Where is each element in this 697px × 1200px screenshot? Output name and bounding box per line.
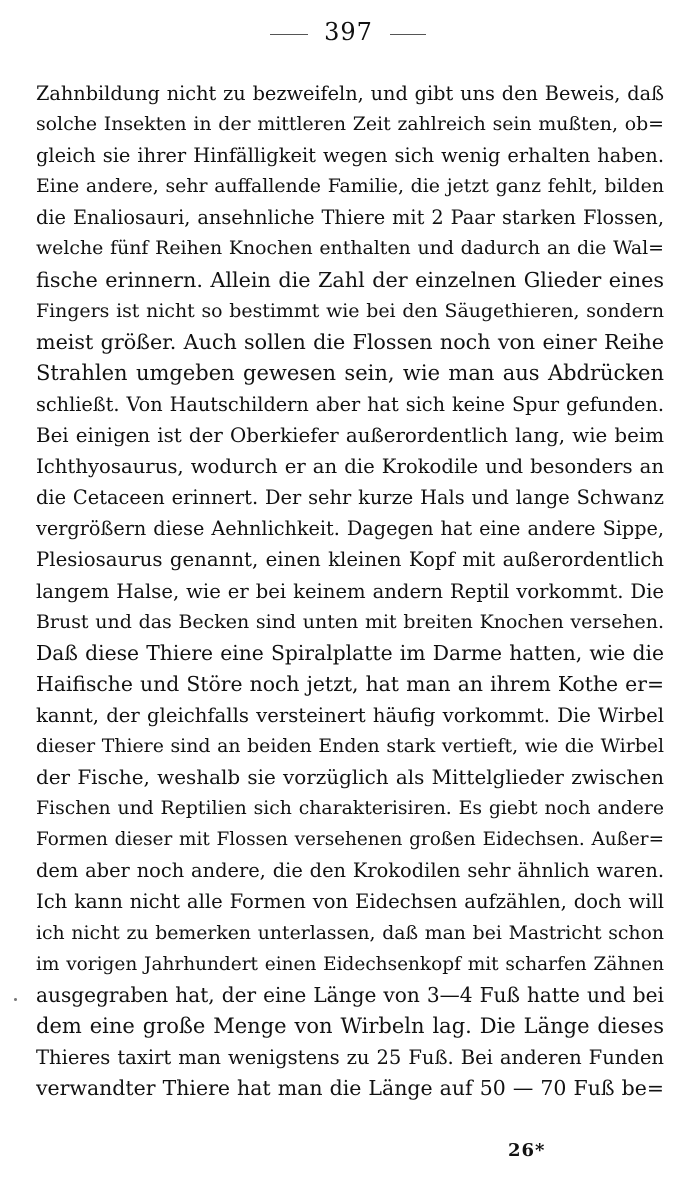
text-line: Ichthyosaurus, wodurch er an die Krokodile und besonders an (36, 455, 664, 479)
text-line: Zahnbildung nicht zu bezweifeln, und gibt uns den Beweis, daß (36, 82, 664, 105)
text-line: Ich kann nicht alle Formen von Eidechsen aufzählen, doch will (36, 890, 664, 914)
text-line: die Cetaceen erinnert. Der sehr kurze Hals und lange Schwanz (36, 486, 664, 510)
text-line: dem aber noch andere, die den Krokodilen sehr ähnlich waren. (36, 859, 664, 883)
text-line: Brust und das Becken sind unten mit breiten Knochen versehen. (36, 610, 664, 633)
text-line: Formen dieser mit Flossen versehenen großen Eidechsen. Außer= (36, 829, 664, 851)
text-line: schließt. Von Hautschildern aber hat sich keine Spur gefunden. (36, 392, 664, 416)
text-line: Bei einigen ist der Oberkiefer außerordentlich lang, wie beim (36, 424, 664, 448)
text-line: vergrößern diese Aehnlichkeit. Dagegen hat eine andere Sippe, (36, 517, 664, 541)
text-line: meist größer. Auch sollen die Flossen noch von einer Reihe (36, 329, 664, 354)
text-line: Plesiosaurus genannt, einen kleinen Kopf mit außerordentlich (36, 548, 664, 572)
text-line: Daß diese Thiere eine Spiralplatte im Darme hatten, wie die (36, 640, 664, 665)
body-text (36, 78, 664, 1104)
header-rule-right (390, 34, 426, 35)
text-line: Eine andere, sehr auffallende Familie, die jetzt ganz fehlt, bilden (36, 175, 664, 198)
text-line: Fingers ist nicht so bestimmt wie bei den Säugethieren, sondern (36, 299, 664, 322)
text-line: dieser Thiere sind an beiden Enden stark vertieft, wie die Wirbel (36, 734, 664, 757)
signature-mark: 26* (508, 1140, 546, 1161)
text-line: Strahlen umgeben gewesen sein, wie man aus Abdrücken (36, 360, 664, 385)
text-line: ausgegraben hat, der eine Länge von 3—4 Fuß hatte und bei (36, 982, 664, 1007)
text-line: ich nicht zu bemerken unterlassen, daß man bei Mastricht schon (36, 922, 664, 944)
text-line: Fischen und Reptilien sich charakterisiren. Es giebt noch andere (36, 798, 664, 820)
text-line: solche Insekten in der mittleren Zeit zahlreich sein mußten, ob= (36, 113, 664, 136)
text-line: langem Halse, wie er bei keinem andern Reptil vorkommt. Die (36, 579, 664, 603)
text-line: gleich sie ihrer Hinfälligkeit wegen sich wenig erhalten haben. (36, 144, 664, 168)
text-line: Thieres taxirt man wenigstens zu 25 Fuß. Bei anderen Funden (36, 1045, 664, 1069)
text-line: welche fünf Reihen Knochen enthalten und dadurch an die Wal= (36, 237, 664, 260)
text-line: dem eine große Menge von Wirbeln lag. Die Länge dieses (36, 1013, 664, 1038)
text-line: verwandter Thiere hat man die Länge auf 50 — 70 Fuß be= (36, 1076, 664, 1100)
text-line: Haifische und Störe noch jetzt, hat man an ihrem Kothe er= (36, 671, 664, 696)
page-number: 397 (324, 18, 373, 46)
margin-speck (14, 998, 17, 1001)
text-line: die Enaliosauri, ansehnliche Thiere mit 2 Paar starken Flossen, (36, 206, 664, 230)
text-line: im vorigen Jahrhundert einen Eidechsenkopf mit scharfen Zähnen (36, 953, 664, 975)
text-line: fische erinnern. Allein die Zahl der einzelnen Glieder eines (36, 267, 664, 292)
text-line: kannt, der gleichfalls versteinert häufig vorkommt. Die Wirbel (36, 703, 664, 727)
text-line: der Fische, weshalb sie vorzüglich als Mittelglieder zwischen (36, 766, 664, 790)
